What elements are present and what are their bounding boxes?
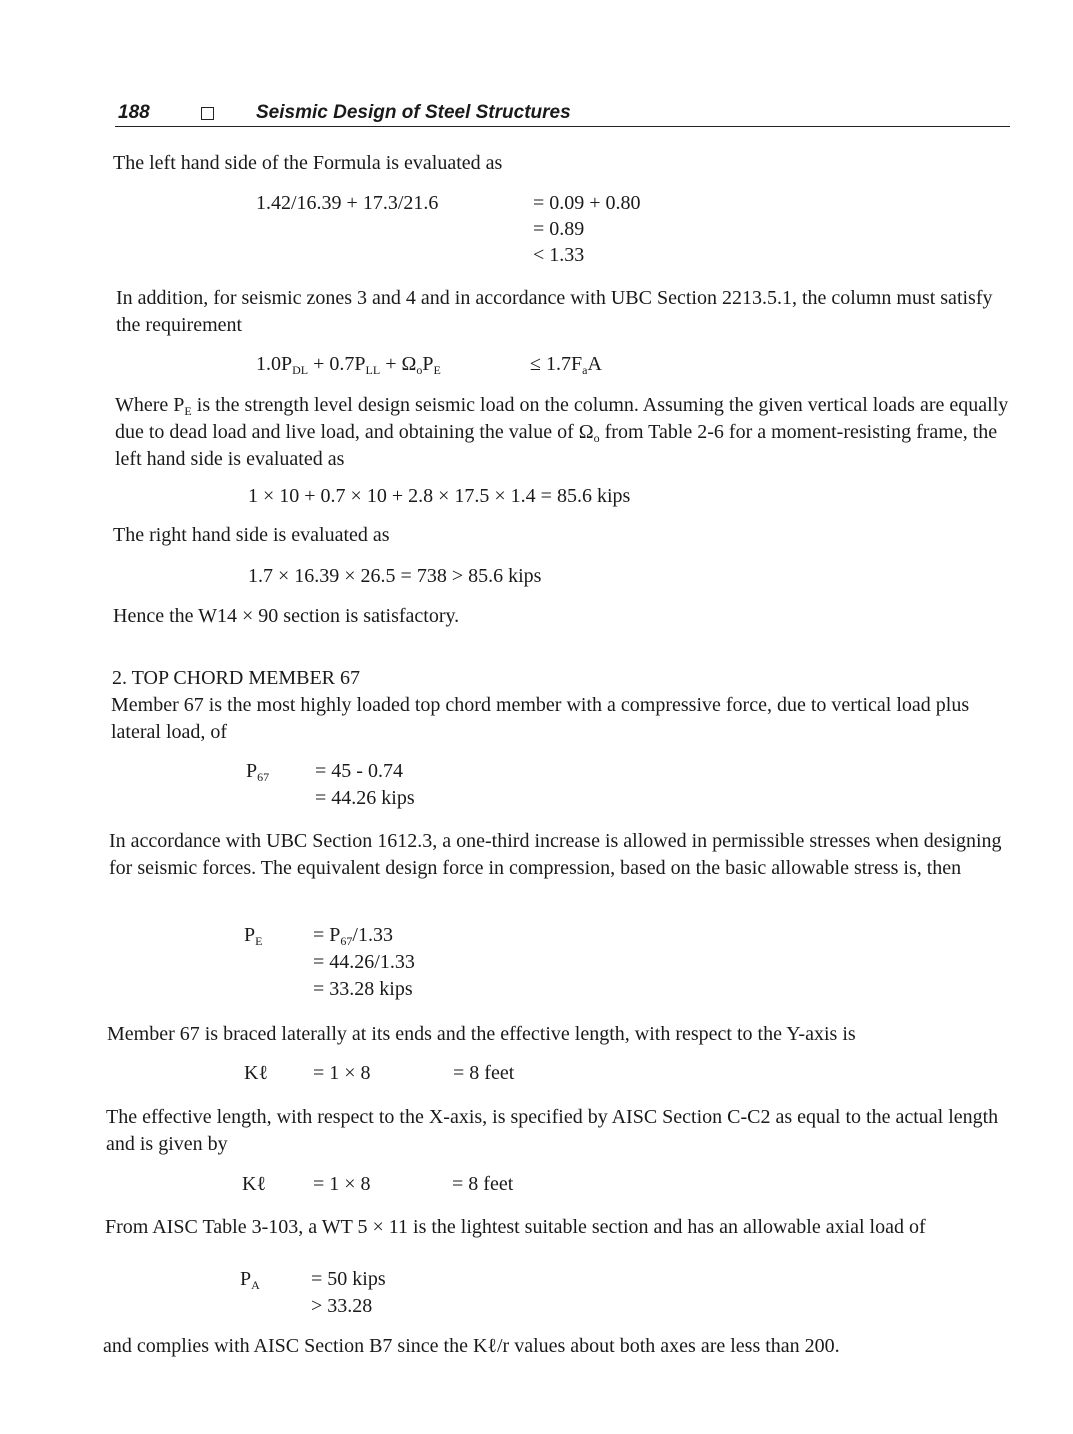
section-2-heading: 2. TOP CHORD MEMBER 67 [112,667,361,689]
eq6-lhs: $P_E$ [244,924,263,948]
eq7-mid: = 1 × 8 [313,1062,371,1084]
eq6-result-2: = 44.26/1.33 [313,951,415,973]
eq9-lhs: $P_A$ [240,1268,260,1292]
paragraph-4: The right hand side is evaluated as [113,524,390,546]
paragraph-11: and complies with AISC Section B7 since the Kℓ/r values about both axes are less than 200. [103,1335,840,1357]
paragraph-9: The effective length, with respect to the X-axis, is specified by AISC Section C-C2 as equal to the actual length and is given by [106,1106,999,1155]
paragraph-1: The left hand side of the Formula is evaluated as [113,152,503,174]
paragraph-2: In addition, for seismic zones 3 and 4 and in accordance with UBC Section 2213.5.1, the column must satisfy the requirement [116,287,993,336]
running-header [115,102,1010,127]
equation-4: 1.7 × 16.39 × 26.5 = 738 > 85.6 kips [248,565,542,587]
book-title: Seismic Design of Steel Structures [256,102,571,123]
eq1-result-3: < 1.33 [533,244,585,266]
eq5-result-2: = 44.26 kips [315,787,415,809]
eq8-lhs: Kℓ [242,1173,267,1195]
eq2-rhs: ≤ $1.7F_aA$ [530,353,602,377]
paragraph-5: Hence the W14 × 90 section is satisfactory. [113,605,460,627]
eq5-lhs: $P_{67}$ [246,760,270,784]
eq9-result-2: > 33.28 [311,1295,373,1317]
eq8-mid: = 1 × 8 [313,1173,371,1195]
eq2-lhs: $1.0P_{DL} + 0.7P_{LL} + \Omega_oP_E$ [256,353,441,377]
header-box-icon [201,107,214,120]
eq6-result-1: = $P_{67}/1.33$ [313,924,393,948]
eq7-rhs: = 8 feet [453,1062,515,1084]
paragraph-3: Where $P_E$ is the strength level design seismic load on the column. Assuming the given vertical loads are equally due to dead load and live load, and obtaining the value of $\Omega_o$ from Table 2-6 for a moment-resisting frame, the left hand side is evaluated as [115,394,1009,470]
eq6-result-3: = 33.28 kips [313,978,413,1000]
eq7-lhs: Kℓ [244,1062,269,1084]
eq1-result-1: = 0.09 + 0.80 [533,192,641,214]
paragraph-6: Member 67 is the most highly loaded top chord member with a compressive force, due to vertical load plus lateral load, of [111,694,970,743]
page-number: 188 [118,102,150,123]
eq8-rhs: = 8 feet [452,1173,514,1195]
paragraph-7: In accordance with UBC Section 1612.3, a one-third increase is allowed in permissible stresses when designing for seismic forces. The equivalent design force in compression, based on the basic allowable stress is, then [109,830,1002,879]
paragraph-10: From AISC Table 3-103, a WT 5 × 11 is the lightest suitable section and has an allowable axial load of [105,1216,926,1238]
eq1-lhs: 1.42/16.39 + 17.3/21.6 [256,192,439,214]
paragraph-8: Member 67 is braced laterally at its ends and the effective length, with respect to the Y-axis is [107,1023,856,1045]
eq5-result-1: = 45 - 0.74 [315,760,403,782]
equation-3: 1 × 10 + 0.7 × 10 + 2.8 × 17.5 × 1.4 = 85.6 kips [248,485,631,507]
eq9-result-1: = 50 kips [311,1268,386,1290]
eq1-result-2: = 0.89 [533,218,585,240]
